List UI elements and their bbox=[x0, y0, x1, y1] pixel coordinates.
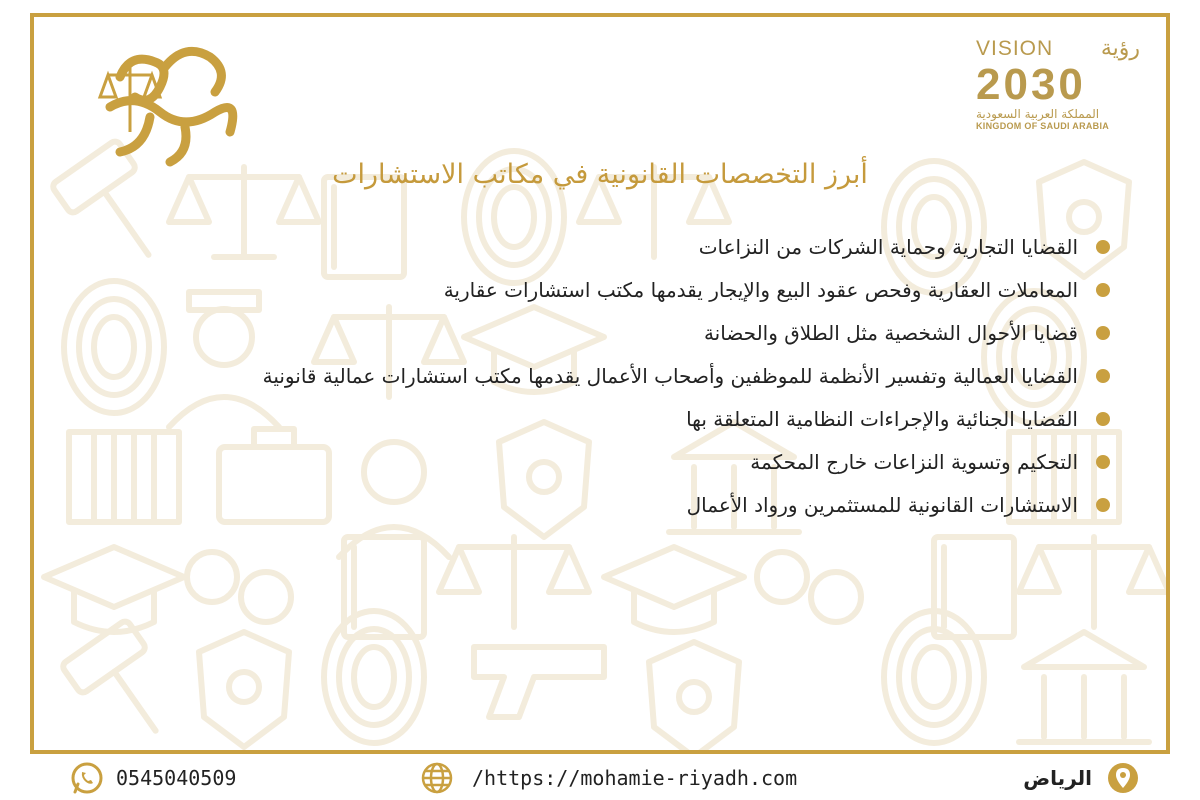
list-item-text: القضايا العمالية وتفسير الأنظمة للموظفين وأصحاب الأعمال يقدمها مكتب استشارات عمالية قانونية bbox=[262, 363, 1078, 388]
content-frame bbox=[30, 13, 1170, 754]
jail-bars-icon bbox=[69, 432, 179, 522]
list-item bbox=[263, 225, 1110, 268]
fingerprint-icon bbox=[884, 611, 984, 743]
mohami-calligraphy-logo bbox=[90, 37, 250, 167]
law-book-icon bbox=[344, 537, 424, 637]
handcuffs-icon bbox=[187, 552, 291, 622]
fingerprint-icon bbox=[64, 281, 164, 413]
police-badge-icon bbox=[649, 642, 739, 750]
vision-ar-country: المملكة العربية السعودية bbox=[976, 107, 1100, 121]
gun-icon bbox=[474, 647, 604, 717]
vision-en-title: VISION bbox=[976, 37, 1054, 60]
location-pin-icon bbox=[1106, 761, 1140, 795]
bullet-icon bbox=[1096, 455, 1110, 469]
graduation-cap-icon bbox=[44, 547, 184, 632]
phone-number: 0545040509 bbox=[116, 766, 237, 790]
bullet-icon bbox=[1096, 369, 1110, 383]
scales-icon bbox=[1019, 537, 1166, 627]
list-item-text: القضايا التجارية وحماية الشركات من النزاعات bbox=[698, 234, 1078, 259]
bullet-icon bbox=[1096, 326, 1110, 340]
list-item-text: الاستشارات القانونية للمستثمرين ورواد الأعمال bbox=[686, 492, 1078, 517]
scales-icon bbox=[439, 537, 589, 627]
list-item bbox=[263, 354, 1110, 397]
bullet-icon bbox=[1096, 412, 1110, 426]
website-url: /https://mohamie-riyadh.com bbox=[472, 766, 798, 790]
vision-en-country: KINGDOM OF SAUDI ARABIA bbox=[976, 121, 1110, 131]
list-item bbox=[263, 268, 1110, 311]
footer-bar bbox=[0, 756, 1200, 800]
gavel-icon bbox=[61, 619, 188, 750]
list-item bbox=[263, 311, 1110, 354]
list-item bbox=[263, 483, 1110, 526]
vision-year: 2030 bbox=[976, 60, 1086, 109]
list-item-text: قضايا الأحوال الشخصية مثل الطلاق والحضانة bbox=[703, 320, 1078, 345]
city-name: الرياض bbox=[1023, 766, 1092, 790]
bullet-icon bbox=[1096, 283, 1110, 297]
specializations-list bbox=[263, 225, 1110, 526]
law-book-icon bbox=[934, 537, 1014, 637]
list-item bbox=[263, 397, 1110, 440]
police-badge-icon bbox=[199, 632, 289, 747]
phone-contact[interactable] bbox=[70, 760, 236, 796]
list-item bbox=[263, 440, 1110, 483]
list-item-text: القضايا الجنائية والإجراءات النظامية المتعلقة بها bbox=[686, 406, 1078, 431]
website-link[interactable] bbox=[420, 760, 797, 796]
list-item-text: المعاملات العقارية وفحص عقود البيع والإيجار يقدمها مكتب استشارات عقارية bbox=[443, 277, 1078, 302]
whatsapp-icon bbox=[70, 761, 104, 795]
location-info bbox=[1023, 760, 1140, 796]
page-title: أبرز التخصصات القانونية في مكاتب الاستشارات bbox=[332, 159, 868, 190]
globe-icon bbox=[420, 761, 454, 795]
handcuffs-icon bbox=[757, 552, 861, 622]
bullet-icon bbox=[1096, 240, 1110, 254]
bullet-icon bbox=[1096, 498, 1110, 512]
courthouse-icon bbox=[1019, 632, 1149, 742]
graduation-cap-icon bbox=[604, 547, 744, 632]
vision-ar-title: رؤية bbox=[1100, 35, 1140, 60]
list-item-text: التحكيم وتسوية النزاعات خارج المحكمة bbox=[750, 449, 1078, 474]
vision-2030-logo bbox=[976, 37, 1146, 137]
fingerprint-icon bbox=[324, 611, 424, 743]
